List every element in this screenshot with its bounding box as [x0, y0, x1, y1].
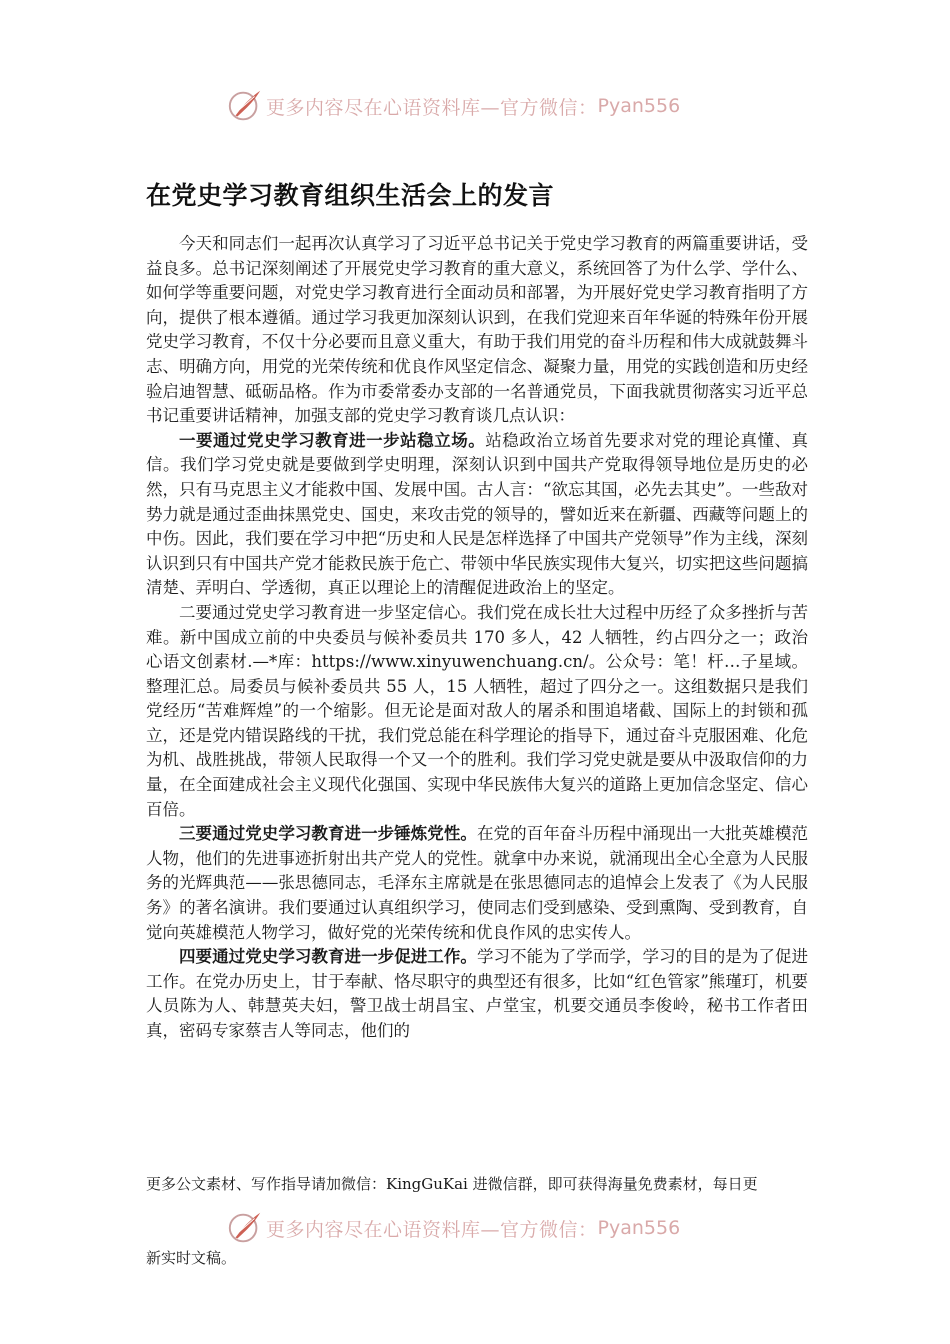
paragraph-point-four	[146, 945, 808, 1043]
footer-promo-line: 更多公文素材、写作指导请加微信：KingGuKai 进微信群，即可获得海量免费素材，每日更	[146, 1175, 758, 1193]
paragraph-text: 在党的百年奋斗历程中涌现出一大批英雄模范人物，他们的先进事迹折射出共产党人的党性。就拿中办来说，就涌现出全心全意为人民服务的光辉典范——张思德同志，毛泽东主席就是在张思德同志的追悼会上发表了《为人民服务》的著名演讲。我们要通过认真组织学习，使同志们受到感染、受到熏陶、受到教育，自觉向英雄模范人物学习，做好党的光荣传统和优良作风的忠实传人。	[146, 824, 809, 942]
banner-wechat-id: Pyan556	[597, 95, 681, 117]
header-watermark-banner	[226, 86, 726, 126]
document-body	[146, 232, 808, 1044]
banner-text: 更多内容尽在心语资料库—官方微信：	[266, 1218, 598, 1241]
footer-watermark-banner	[226, 1208, 726, 1248]
paragraph-lead: 四要通过党史学习教育进一步促进工作。	[179, 947, 477, 967]
paragraph-intro	[146, 232, 808, 429]
footer-promo-line-end: 新实时文稿。	[146, 1249, 237, 1267]
banner-text: 更多内容尽在心语资料库—官方微信：	[266, 96, 598, 119]
quill-logo-icon	[226, 87, 264, 125]
paragraph-text: 站稳政治立场首先要求对党的理论真懂、真信。我们学习党史就是要做到学史明理，深刻认识到中国共产党取得领导地位是历史的必然，只有马克思主义才能救中国、发展中国。古人言：“欲忘其国，必先去其史”。一些敌对势力就是通过歪曲抹黑党史、国史，来攻击党的领导的，譬如近来在新疆、西藏等问题上的中伤。因此，我们要在学习中把“历史和人民是怎样选择了中国共产党领导”作为主线，深刻认识到只有中国共产党才能救民族于危亡、带领中华民族实现伟大复兴，切实把这些问题搞清楚、弄明白、学透彻，真正以理论上的清醒促进政治上的坚定。	[146, 430, 809, 598]
paragraph-lead: 一要通过党史学习教育进一步站稳立场。	[179, 430, 486, 450]
banner-wechat-id: Pyan556	[597, 1217, 681, 1239]
paragraph-point-one	[146, 429, 808, 601]
paragraph-point-three	[146, 822, 808, 945]
document-title: 在党史学习教育组织生活会上的发言	[146, 181, 555, 210]
quill-logo-icon	[226, 1209, 264, 1247]
paragraph-text: 今天和同志们一起再次认真学习了习近平总书记关于党史学习教育的两篇重要讲话，受益良多。总书记深刻阐述了开展党史学习教育的重大意义，系统回答了为什么学、学什么、如何学等重要问题，对党史学习教育进行全面动员和部署，为开展好党史学习教育指明了方向，提供了根本遵循。通过学习我更加深刻认识到，在我们党迎来百年华诞的特殊年份开展党史学习教育，不仅十分必要而且意义重大，有助于我们用党的奋斗历程和伟大成就鼓舞斗志、明确方向，用党的光荣传统和优良作风坚定信念、凝聚力量，用党的实践创造和历史经验启迪智慧、砥砺品格。作为市委常委办支部的一名普通党员，下面我就贯彻落实习近平总书记重要讲话精神，加强支部的党史学习教育谈几点认识：	[146, 234, 808, 426]
paragraph-lead: 三要通过党史学习教育进一步锤炼党性。	[179, 824, 477, 844]
paragraph-text: 学习不能为了学而学，学习的目的是为了促进工作。在党办历史上，甘于奉献、恪尽职守的典型还有很多，比如“红色管家”熊瑾玎，机要人员陈为人、韩慧英夫妇，警卫战士胡昌宝、卢堂宝，机要交通员李俊岭，秘书工作者田真，密码专家蔡吉人等同志，他们的	[146, 947, 809, 1040]
paragraph-point-two	[146, 601, 808, 822]
paragraph-text: 二要通过党史学习教育进一步坚定信心。我们党在成长壮大过程中历经了众多挫折与苦难。新中国成立前的中央委员与候补委员共 170 多人，42 人牺牲，约占四分之一；政治心语文创素材.—*库：https://www.xinyuwenchuang.cn/。公众号：笔！杆…子星域。整理汇总。局委员与候补委员共 55 人，15 人牺牲，超过了四分之一。这组数据只是我们党经历“苦难辉煌”的一个缩影。但无论是面对敌人的屠杀和围追堵截、国际上的封锁和孤立，还是党内错误路线的干扰，我们党总能在科学理论的指导下，通过奋斗克服困难、化危为机、战胜挑战，带领人民取得一个又一个的胜利。我们学习党史就是要从中汲取信仰的力量，在全面建成社会主义现代化强国、实现中华民族伟大复兴的道路上更加信念坚定、信心百倍。	[146, 602, 808, 819]
